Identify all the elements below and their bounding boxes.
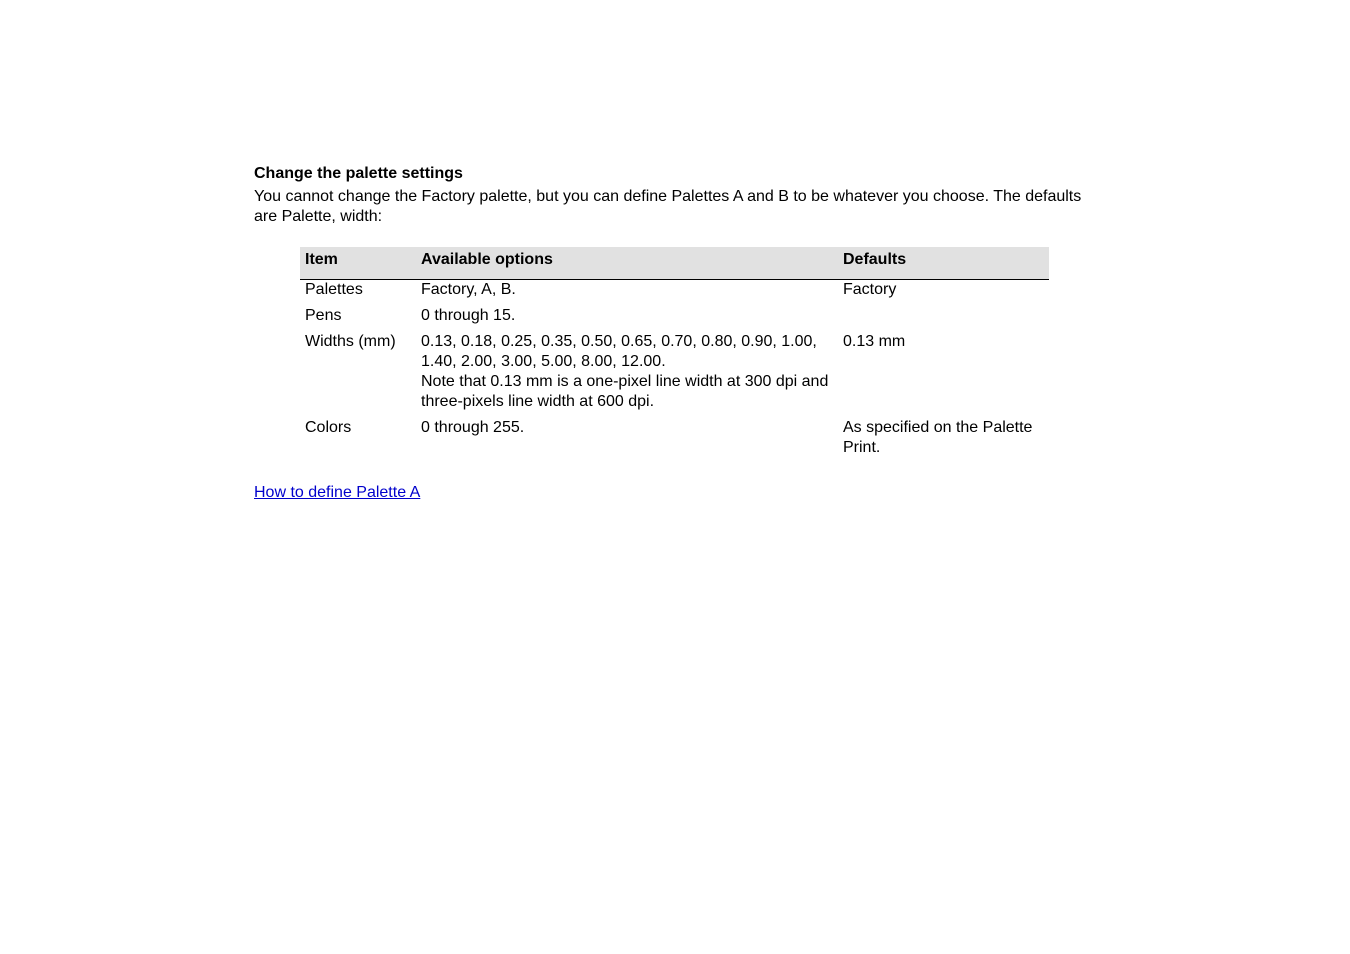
cell-item: Palettes [305,281,363,298]
cell-default [838,306,1049,332]
table-row [300,332,1049,418]
table-row [300,306,1049,332]
table-row [300,280,1049,307]
cell-default: As specified on the Palette Print. [843,419,1033,456]
table-row [300,418,1049,464]
palette-options-table [300,247,1049,464]
header-available-options: Available options [416,247,838,280]
cell-options [416,280,838,307]
option-text: Factory, A, B. [421,281,516,298]
table-header-row [300,247,1049,280]
cell-options [416,332,838,418]
cell-options [416,418,838,464]
cell-item: Pens [305,307,342,324]
cell-options [416,306,838,332]
option-text: 0.13, 0.18, 0.25, 0.35, 0.50, 0.65, 0.70, 0.80, 0.90, 1.00, 1.40, 2.00, 3.00, 5.00, 8.00, 12.00. [421,333,817,370]
cell-item: Colors [305,419,352,436]
cell-default: Factory [843,281,897,298]
content-area [254,164,1084,501]
intro-paragraph: You cannot change the Factory palette, but you can define Palettes A and B to be whatever you choose. The defaults are Palette, width: [254,188,1082,225]
header-item: Item [300,247,416,280]
section-heading: Change the palette settings [254,165,463,182]
option-text: 0 through 255. [421,419,525,436]
option-note: Note that 0.13 mm is a one-pixel line width at 300 dpi and three-pixels line width at 600 dpi. [421,373,829,410]
header-defaults: Defaults [838,247,1049,280]
cell-default: 0.13 mm [843,333,906,350]
define-palette-a-link[interactable]: How to define Palette A [254,484,421,501]
option-text: 0 through 15. [421,307,516,324]
cell-item: Widths (mm) [305,333,396,350]
